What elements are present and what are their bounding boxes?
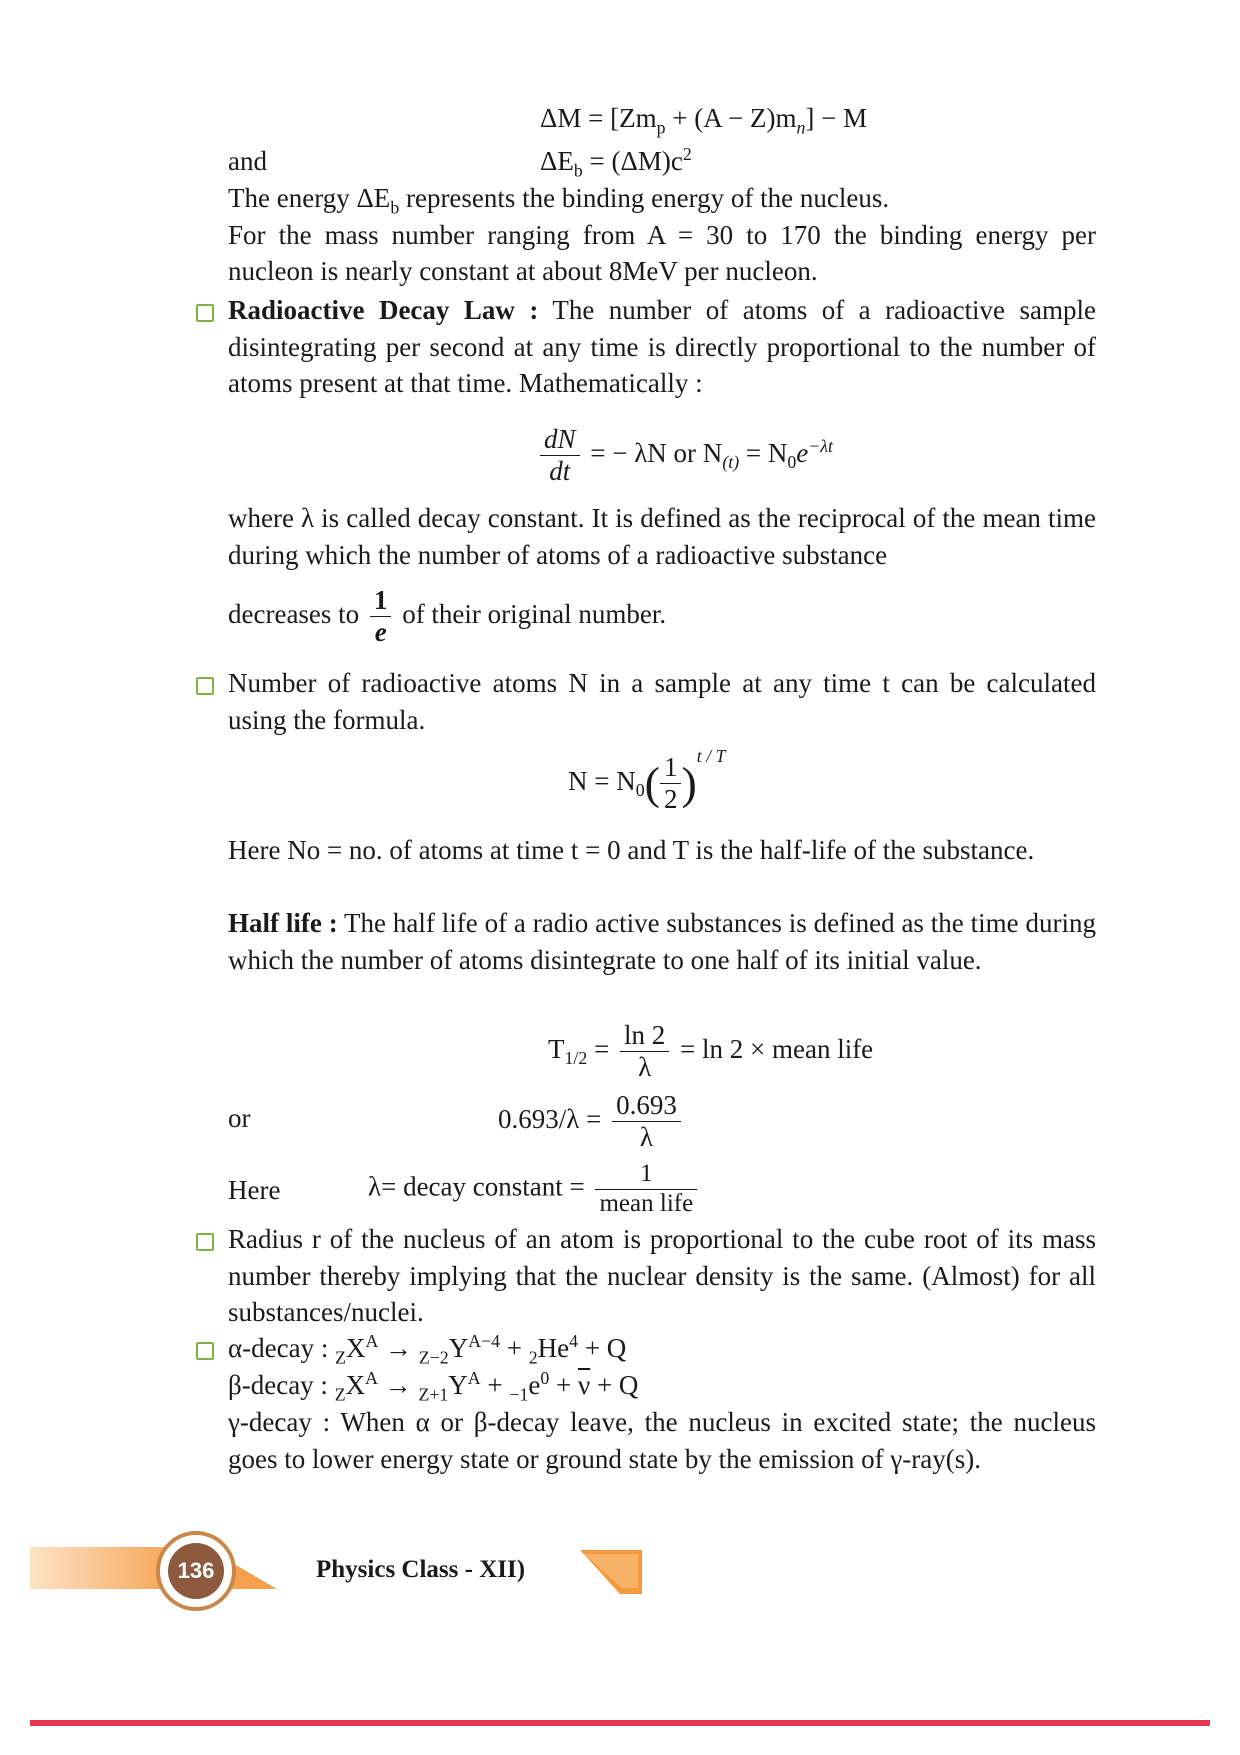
- bullet-icon: [196, 1233, 214, 1251]
- bullet-icon: [196, 1342, 214, 1360]
- footer-title: Physics Class - XII): [316, 1556, 526, 1583]
- page-number: 136: [168, 1543, 224, 1599]
- footer-flag-icon: [580, 1550, 642, 1594]
- decay-constant-equation: λ= decay constant = $\frac{1}{\text{mean life}}$: [368, 1160, 701, 1219]
- alpha-decay-line: α-decay : $_ZX^A \to _{Z-2}Y^{A-4} + _2He^4 + Q$: [228, 1331, 627, 1368]
- here-no-paragraph: Here No = no. of atoms at time t = 0 and T is the half-life of the substance.: [228, 835, 1035, 865]
- and-label: and: [228, 146, 267, 176]
- page-number-badge: [156, 1531, 236, 1611]
- bottom-divider: [30, 1720, 1210, 1726]
- binding-energy-equation: $\Delta E_b = (\Delta M)c^2$: [540, 144, 692, 181]
- decay-law-paragraph: Radioactive Decay Law : The number of atoms of a radioactive sample disintegrating per second at any time is directly proportional to the number of atoms present at that time. Mathematically :: [228, 295, 1096, 399]
- decay-law-heading: Radioactive Decay Law :: [228, 295, 539, 325]
- decay-equation: $\frac{dN}{dt}$ = − λN or $N_{(t)} = N_0e^{-\lambda t}$: [536, 424, 833, 487]
- decreases-line: decreases to $\frac{1}{e}$ of their original number.: [228, 585, 667, 648]
- radius-paragraph: Radius r of the nucleus of an atom is proportional to the cube root of its mass number thereby implying that the nuclear density is the same. (Almost) for all substances/nuclei.: [228, 1224, 1096, 1328]
- number-atoms-equation: $N = N_0$( $\frac{1}{2}$ )$^{t / T}$: [568, 745, 726, 815]
- gamma-decay-paragraph: γ-decay : When α or β-decay leave, the nucleus in excited state; the nucleus goes to lower energy state or ground state by the emission of γ-ray(s).: [228, 1407, 1096, 1474]
- bullet-icon: [196, 304, 214, 322]
- half-life-heading: Half life :: [228, 908, 338, 938]
- mass-defect-equation: $\Delta M = [Zm_p + (A - Z)m_n] - M$: [540, 103, 868, 138]
- here-label: Here: [228, 1175, 281, 1205]
- bullet-icon: [196, 677, 214, 695]
- or-label: or: [228, 1103, 251, 1133]
- number-atoms-paragraph: Number of radioactive atoms N in a sample at any time t can be calculated using the formula.: [228, 668, 1096, 735]
- or-equation: 0.693/λ = $\frac{0.693}{\lambda}$: [498, 1090, 685, 1153]
- half-life-equation: $T_{1/2}$ = $\frac{\ln 2}{\lambda}$ = ln 2 × mean life: [548, 1020, 874, 1083]
- beta-decay-line: β-decay : $_ZX^A \to _{Z+1}Y^A + _{-1}e^0 + \overline{\nu} + Q$: [228, 1368, 639, 1405]
- decay-constant-paragraph: where λ is called decay constant. It is defined as the reciprocal of the mean time during which the number of atoms of a radioactive substance: [228, 503, 1096, 570]
- half-life-paragraph: Half life : The half life of a radio active substances is defined as the time during which the number of atoms disintegrate to one half of its initial value.: [228, 908, 1096, 975]
- binding-energy-paragraph: The energy $\Delta E_b$ represents the binding energy of the nucleus. For the mass number ranging from A = 30 to 170 the binding energy per nucleon is nearly constant at about 8MeV per nucleon.: [228, 183, 1096, 287]
